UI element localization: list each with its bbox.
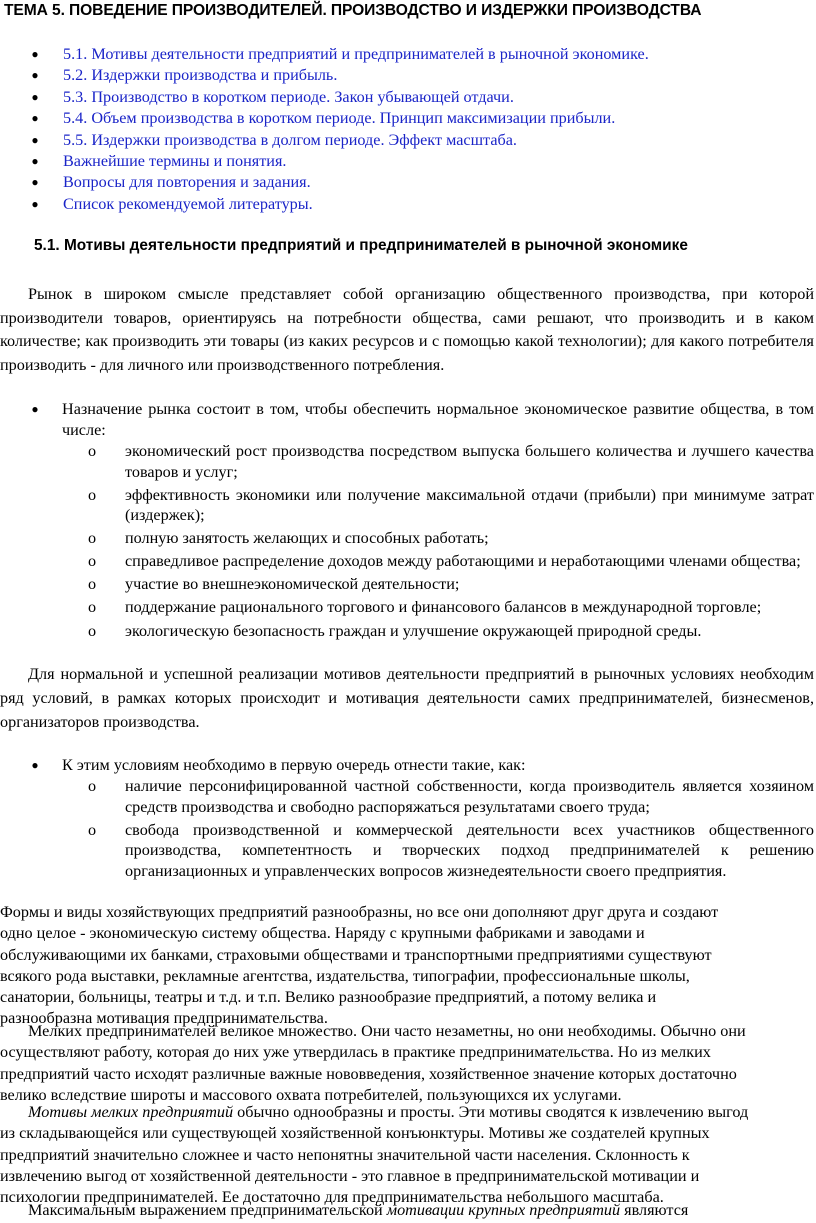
text-line: из складывающейся или существующей хозяйственной конъюнктуры. Мотивы же создателей крупных (0, 1124, 710, 1143)
circle-bullet-icon: o (88, 777, 97, 795)
italic-term: мотивации крупных предприятий (386, 1201, 621, 1219)
table-of-contents (28, 44, 808, 215)
text-line: всякого рода выставки, рекламные агентства, издательства, типографии, профессиональные школы, (0, 966, 690, 985)
italic-term: Мотивы мелких предприятий (28, 1103, 234, 1121)
sub-list-item (62, 776, 814, 817)
bullet-icon: ● (31, 196, 39, 211)
circle-bullet-icon: o (88, 485, 97, 504)
sub-list-item (62, 820, 814, 882)
circle-bullet-icon: o (88, 820, 97, 839)
text-line: обычно однообразны и просты. Эти мотивы сводятся к извлечению выгод (233, 1103, 749, 1121)
paragraph-forms-of-enterprises (0, 902, 812, 1030)
text-line: Максимальным выражением предпринимательской (28, 1201, 387, 1219)
paragraph-motives-large (0, 1200, 812, 1221)
text-line: велико вследствие широты и массового охвата потребителей, пользующихся их услугами. (0, 1085, 622, 1104)
sub-list-item (62, 528, 814, 549)
bullet-icon: ● (31, 402, 39, 416)
bullet-icon: ● (31, 111, 39, 126)
paragraph-market-definition: Рынок в широком смысле представляет собой организацию общественного производства, при которой производители товаров, ориентируясь на потребности общества, сами решают, что производить и в каком количестве; как производить эти товары (из каких ресурсов и с помощью какой технологии); для какого потребителя производить - для личного или производственного потребления. (0, 285, 814, 374)
text-line: разнообразна мотивация предпринимательства. (0, 1009, 328, 1028)
list-item (0, 399, 814, 641)
circle-bullet-icon: o (88, 575, 97, 594)
bullet-icon: ● (31, 47, 39, 61)
text-line: предприятий значительно сложнее и часто непонятны значительной части населения. Склонность к (0, 1145, 690, 1164)
list-item (0, 755, 814, 881)
sub-list-text: экономический рост производства посредством выпуска большего количества и лучшего качества товаров и услуг; (125, 442, 814, 481)
sub-list-item (62, 485, 814, 526)
toc-item (28, 65, 808, 86)
text-line: обслуживающими их банками, страховыми обществами и транспортными предприятиями существуют (0, 945, 712, 964)
market-purpose-list (0, 399, 814, 644)
text-line: Мелких предпринимателей великое множество. Они часто незаметны, но они необходимы. Обычно они (28, 1022, 746, 1040)
paragraph-conditions: Для нормальной и успешной реализации мотивов деятельности предприятий в рыночных условиях необходим ряд условий, в рамках которых происходит и мотивация деятельности самих предпринимателей, бизнесменов, организаторов производства. (0, 665, 814, 731)
toc-item (28, 108, 808, 129)
list-lead-text: Назначение рынка состоит в том, чтобы обеспечить нормальное экономическое развитие общества, в том числе: (62, 400, 814, 439)
conditions-list (0, 755, 814, 884)
toc-link-5-1[interactable]: 5.1. Мотивы деятельности предприятий и предпринимателей в рыночной экономике. (63, 45, 649, 63)
circle-bullet-icon: o (88, 598, 97, 617)
toc-link-5-3[interactable]: 5.3. Производство в коротком периоде. Закон убывающей отдачи. (63, 87, 514, 106)
sub-list-text: поддержание рационального торгового и финансового балансов в международной торговле; (125, 598, 762, 617)
text-line: извлечению выгод от хозяйственной деятельности - это главное в предпринимательской мотивации и (0, 1166, 700, 1185)
toc-item (28, 172, 808, 193)
sub-list (62, 441, 814, 641)
section-heading: 5.1. Мотивы деятельности предприятий и предпринимателей в рыночной экономике (34, 237, 688, 254)
bullet-icon: ● (31, 68, 39, 83)
toc-item (28, 194, 808, 215)
sub-list (62, 776, 814, 881)
bullet-icon: ● (31, 89, 39, 104)
toc-link-terms[interactable]: Важнейшие термины и понятия. (63, 151, 287, 170)
toc-item (28, 151, 808, 172)
sub-list-text: свобода производственной и коммерческой деятельности всех участников общественного производства, компетентность и творческих подход предпринимателей к решению организационных и управленческих вопросов жизнедеятельности своего предприятия. (125, 820, 814, 880)
page-title: ТЕМА 5. ПОВЕДЕНИЕ ПРОИЗВОДИТЕЛЕЙ. ПРОИЗВОДСТВО И ИЗДЕРЖКИ ПРОИЗВОДСТВА (4, 2, 702, 19)
paragraph-small-entrepreneurs (0, 1021, 812, 1106)
text-line: Формы и виды хозяйствующих предприятий разнообразны, но все они дополняют друг друга и создают (0, 903, 719, 921)
circle-bullet-icon: o (88, 442, 97, 460)
sub-list-item (62, 551, 814, 572)
toc-link-5-4[interactable]: 5.4. Объем производства в коротком периоде. Принцип максимизации прибыли. (63, 109, 616, 128)
text-line: осуществляют работу, которая до них уже утвердилась в практике предпринимательства. Но из мелких (0, 1043, 711, 1062)
sub-list-item (62, 574, 814, 595)
text-line: предприятий часто исходят различные важные нововведения, хозяйственное значение которых достаточно (0, 1064, 737, 1083)
sub-list-item (62, 621, 814, 642)
sub-list-item (62, 597, 814, 618)
paragraph-motives-small (0, 1102, 812, 1208)
toc-link-questions[interactable]: Вопросы для повторения и задания. (63, 173, 311, 192)
sub-list-text: участие во внешнеэкономической деятельности; (125, 575, 460, 594)
bullet-icon: ● (31, 132, 39, 147)
sub-list-text: справедливое распределение доходов между работающими и неработающими членами общества; (125, 552, 801, 571)
toc-link-5-2[interactable]: 5.2. Издержки производства и прибыль. (63, 66, 338, 85)
text-line: санатории, больницы, театры и т.д. и т.п. Велико разнообразие предприятий, а потому велика и (0, 988, 657, 1007)
circle-bullet-icon: o (88, 552, 97, 571)
circle-bullet-icon: o (88, 529, 97, 548)
text-line: психологии предпринимателей. Ее достаточно для предпринимательства небольшого масштаба. (0, 1188, 664, 1207)
sub-list-text: полную занятость желающих и способных работать; (125, 529, 489, 548)
text-line: одно целое - экономическую систему общества. Наряду с крупными фабриками и заводами и (0, 924, 645, 943)
bullet-icon: ● (31, 758, 39, 772)
toc-item (28, 130, 808, 151)
toc-link-5-5[interactable]: 5.5. Издержки производства в долгом периоде. Эффект масштаба. (63, 130, 517, 149)
list-lead-text: К этим условиям необходимо в первую очередь отнести такие, как: (62, 756, 526, 774)
toc-item (28, 87, 808, 108)
toc-link-literature[interactable]: Список рекомендуемой литературы. (63, 194, 313, 213)
bullet-icon: ● (31, 175, 39, 190)
bullet-icon: ● (31, 153, 39, 168)
sub-list-text: наличие персонифицированной частной собственности, когда производитель является хозяином средств производства и свободно распоряжаться результатами своего труда; (125, 777, 814, 816)
sub-list-text: эффективность экономики или получение максимальной отдачи (прибыли) при минимуме затрат (издержек); (125, 485, 814, 525)
sub-list-item (62, 441, 814, 482)
text-line: являются (620, 1201, 689, 1219)
sub-list-text: экологическую безопасность граждан и улучшение окружающей природной среды. (125, 621, 702, 640)
circle-bullet-icon: o (88, 621, 97, 640)
toc-item (28, 44, 808, 65)
